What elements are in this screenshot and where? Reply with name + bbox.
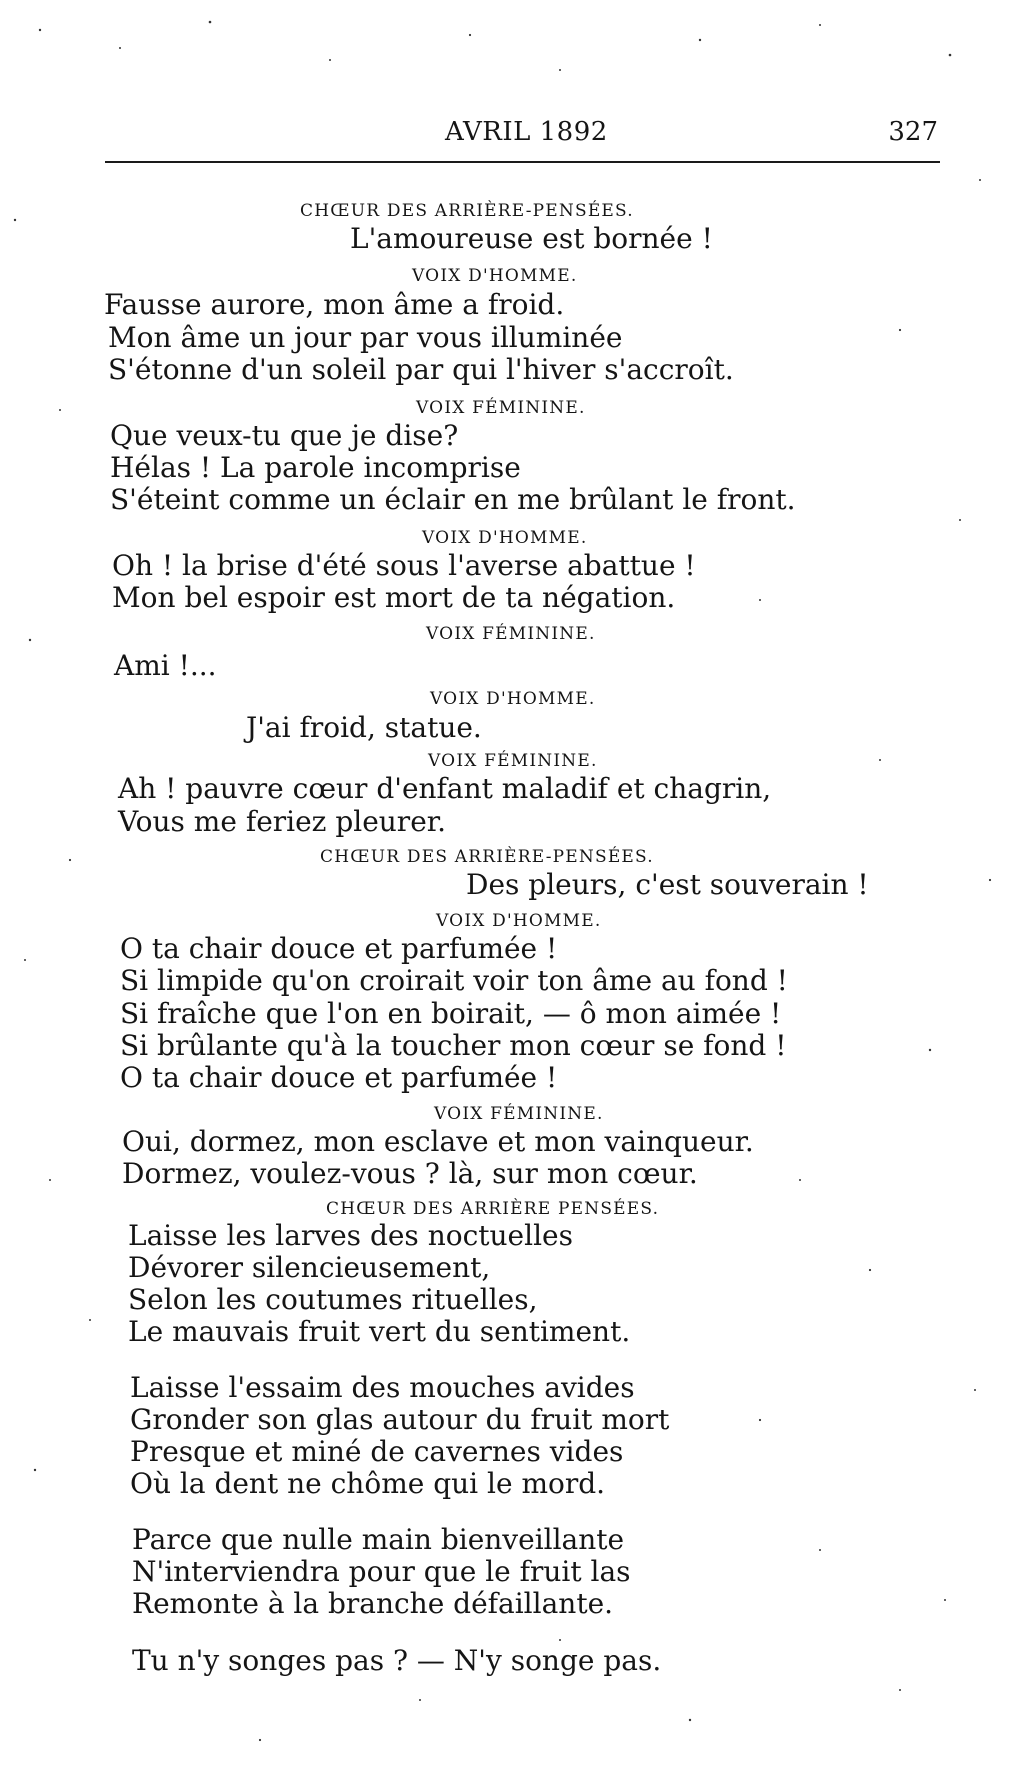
verse-line: Où la dent ne chôme qui le mord. — [130, 1467, 606, 1500]
speaker-label: CHŒUR DES ARRIÈRE PENSÉES. — [326, 1199, 660, 1219]
verse-line: Remonte à la branche défaillante. — [132, 1587, 614, 1620]
verse-line: Selon les coutumes rituelles, — [128, 1283, 538, 1316]
verse-line: Que veux-tu que je dise? — [110, 419, 459, 452]
verse-line: Ah ! pauvre cœur d'enfant maladif et chagrin, — [118, 772, 772, 805]
verse-line: S'étonne d'un soleil par qui l'hiver s'accroît. — [108, 353, 734, 386]
verse-line: Si brûlante qu'à la toucher mon cœur se fond ! — [120, 1029, 787, 1062]
verse-line: Laisse les larves des noctuelles — [128, 1219, 573, 1252]
speaker-label: VOIX FÉMININE. — [426, 624, 596, 644]
verse-line: Fausse aurore, mon âme a froid. — [104, 288, 565, 321]
speaker-label: CHŒUR DES ARRIÈRE-PENSÉES. — [320, 847, 654, 867]
page-number: 327 — [888, 117, 938, 147]
verse-line: Oh ! la brise d'été sous l'averse abattue ! — [112, 549, 696, 582]
verse-line: Dévorer silencieusement, — [128, 1251, 491, 1284]
speaker-label: VOIX FÉMININE. — [434, 1104, 604, 1124]
running-title: AVRIL 1892 — [445, 117, 608, 147]
verse-line: Le mauvais fruit vert du sentiment. — [128, 1315, 631, 1348]
speaker-label: VOIX D'HOMME. — [430, 689, 596, 709]
verse-line: J'ai froid, statue. — [246, 711, 482, 744]
verse-line: Si limpide qu'on croirait voir ton âme au fond ! — [120, 964, 788, 997]
speaker-label: VOIX D'HOMME. — [412, 266, 578, 286]
verse-line: Parce que nulle main bienveillante — [132, 1523, 625, 1556]
speaker-label: VOIX FÉMININE. — [416, 398, 586, 418]
verse-line: Mon âme un jour par vous illuminée — [108, 321, 623, 354]
verse-line: N'interviendra pour que le fruit las — [132, 1555, 631, 1588]
verse-line: L'amoureuse est bornée ! — [350, 222, 713, 255]
verse-line: Laisse l'essaim des mouches avides — [130, 1371, 635, 1404]
speaker-label: CHŒUR DES ARRIÈRE-PENSÉES. — [300, 201, 634, 221]
verse-line: Des pleurs, c'est souverain ! — [466, 868, 869, 901]
verse-line: O ta chair douce et parfumée ! — [120, 932, 558, 965]
verse-line: O ta chair douce et parfumée ! — [120, 1061, 558, 1094]
verse-line: Gronder son glas autour du fruit mort — [130, 1403, 670, 1436]
verse-line: Si fraîche que l'on en boirait, — ô mon aimée ! — [120, 997, 782, 1030]
verse-line: Oui, dormez, mon esclave et mon vainqueur. — [122, 1125, 754, 1158]
verse-line: Vous me feriez pleurer. — [118, 805, 446, 838]
verse-line: Dormez, voulez-vous ? là, sur mon cœur. — [122, 1157, 698, 1190]
speaker-label: VOIX D'HOMME. — [422, 528, 588, 548]
speaker-label: VOIX D'HOMME. — [436, 911, 602, 931]
verse-line: S'éteint comme un éclair en me brûlant le front. — [110, 483, 796, 516]
verse-line: Mon bel espoir est mort de ta négation. — [112, 581, 676, 614]
verse-line: Hélas ! La parole incomprise — [110, 451, 521, 484]
verse-line: Tu n'y songes pas ? — N'y songe pas. — [132, 1644, 662, 1677]
speaker-label: VOIX FÉMININE. — [428, 751, 598, 771]
verse-line: Ami !... — [114, 649, 217, 682]
verse-line: Presque et miné de cavernes vides — [130, 1435, 624, 1468]
